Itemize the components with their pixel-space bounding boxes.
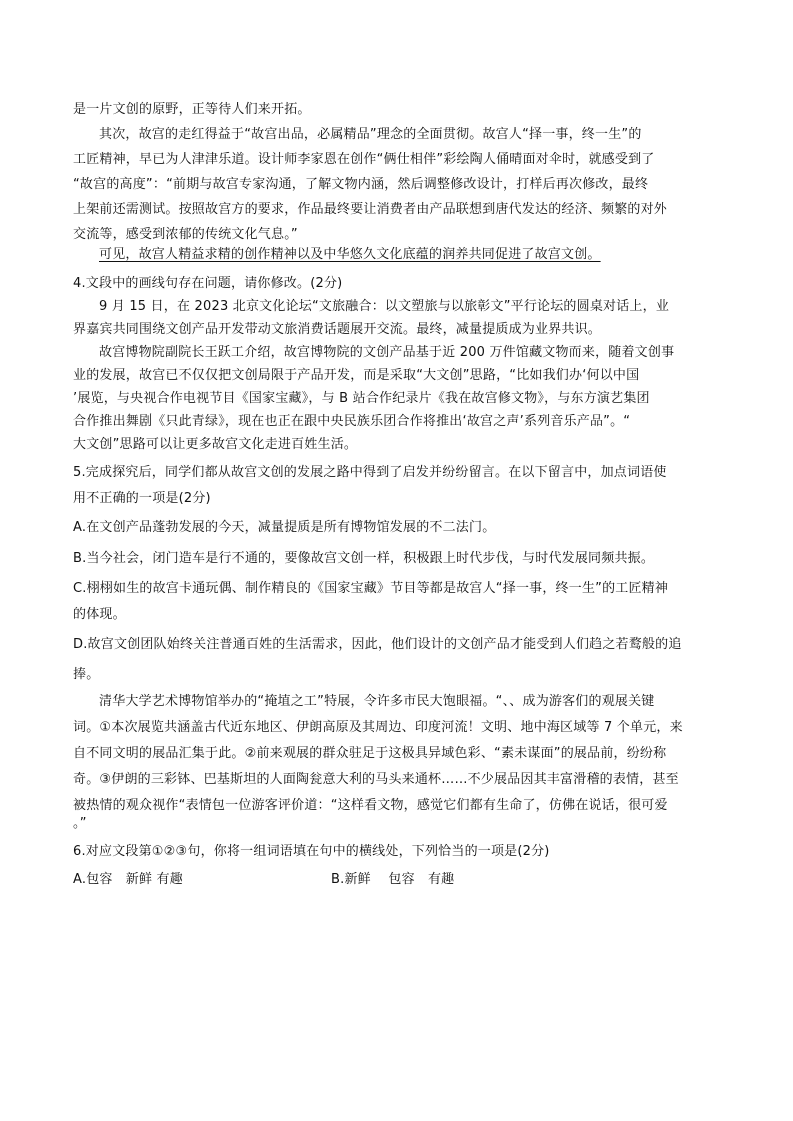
question-4-text: 界嘉宾共同围绕文创产品开发带动文旅消费话题展开交流。最终，减量提质成为业界共识。 xyxy=(73,322,602,337)
passage1-line: 工匠精神，早已为人津津乐道。设计师李家恩在创作“俩仕相伴”彩绘陶人俑晴面对伞时，就感受到了 xyxy=(73,152,655,167)
question-4-text: 大文创”思路可以让更多故宫文化走进百姓生活。 xyxy=(73,437,358,452)
question-5-option-d: 捧。 xyxy=(73,667,100,682)
passage3-line: 自不同文明的展品汇集于此。②前来观展的群众驻足于这极具异域色彩、“素未谋面”的展品前，纷纷称 xyxy=(73,746,667,761)
question-4-text: 故宫博物院副院长王跃工介绍，故宫博物院的文创产品基于近 200 万件馆藏文物而来，随着文创事 xyxy=(99,345,675,360)
passage1-line: 交流等，感受到浓郁的传统文化气息。” xyxy=(73,227,298,242)
question-4-text: 合作推出舞剧《只此青绿》，现在也正在跟中央民族乐团合作将推出‘故宫之声’系列音乐产品”。“ xyxy=(73,414,631,429)
question-5-prompt: 5.完成探究后，同学们都从故宫文创的发展之路中得到了启发并纷纷留言。在以下留言中，加点词语使 xyxy=(73,465,667,480)
question-6-option-a: A.包容 新鲜 有趣 xyxy=(73,872,183,887)
passage1-line: 其次，故宫的走红得益于“故宫出品，必属精品”理念的全面贯彻。故宫人“择一事，终一生”的 xyxy=(99,127,642,142)
question-6-option-b: B.新鲜 包容 有趣 xyxy=(331,872,455,887)
question-5-option-c: C.栩栩如生的故宫卡通玩偶、制作精良的《国家宝藏》节目等都是故宫人“择一事，终一生”的工匠精神 xyxy=(73,581,669,596)
passage3-line: 奇。③伊朗的三彩钵、巴基斯坦的人面陶瓮意大利的马头来通杯……不少展品因其丰富滑稽的表情，甚至 xyxy=(73,772,679,787)
question-4-text: 业的发展，故宫已不仅仅把文创局限于产品开发，而是采取“大文创”思路，“比如我们办‘何以中国 xyxy=(73,368,640,383)
question-4-text: 9 月 15 日，在 2023 北京文化论坛“文旅融合：以文塑旅与以旅彰文”平行论坛的圆桌对话上，业 xyxy=(99,299,670,314)
passage1-line: “故宫的高度”：“前期与故宫专家沟通，了解文物内涵，然后调整修改设计，打样后再次修改，最终 xyxy=(73,177,649,192)
question-5-option-a: A.在文创产品蓬勃发展的今天，减量提质是所有博物馆发展的不二法门。 xyxy=(73,520,496,535)
question-5-prompt: 用不正确的一项是(2分) xyxy=(73,491,211,506)
question-5-option-d: D.故宫文创团队始终关注普通百姓的生活需求，因此，他们设计的文创产品才能受到人们趋之若鹜般的追 xyxy=(73,637,682,652)
question-5-option-b: B.当今社会，闭门造车是行不通的，要像故宫文创一样，积极跟上时代步伐，与时代发展同频共振。 xyxy=(73,551,655,566)
passage1-line: 上架前还需测试。按照故宫方的要求，作品最终要让消费者由产品联想到唐代发达的经济、频繁的对外 xyxy=(73,202,668,217)
question-6-prompt: 6.对应文段第①②③句，你将一组词语填在句中的横线处，下列恰当的一项是(2分) xyxy=(73,844,550,859)
passage3-line: 词。①本次展览共涵盖古代近东地区、伊朗高原及其周边、印度河流！文明、地中海区域等 7 个单元，来 xyxy=(73,720,683,735)
passage3-line: 被热情的观众视作“表情包一位游客评价道：“这样看文物，感觉它们都有生命了，仿佛在说话，很可爱 xyxy=(73,798,668,813)
question-5-option-c: 的体现。 xyxy=(73,607,126,622)
question-4-prompt: 4.文段中的画线句存在问题，请你修改。(2分) xyxy=(73,276,343,291)
question-4-text: ’展览，与央视合作电视节目《国家宝藏》，与 B 站合作纪录片《我在故宫修文物》，与东方演艺集团 xyxy=(73,391,650,406)
passage3-line: 清华大学艺术博物馆举办的“掩埴之工”特展，令许多市民大饱眼福。“、、成为游客们的观展关键 xyxy=(99,694,655,709)
underlined-sentence: 可见，故宫人精益求精的创作精神以及中华悠久文化底蕴的润养共同促进了故宫文创。 xyxy=(99,247,601,262)
passage3-line: 。” xyxy=(73,816,87,831)
passage1-line: 是一片文创的原野，正等待人们来开拓。 xyxy=(73,102,311,117)
